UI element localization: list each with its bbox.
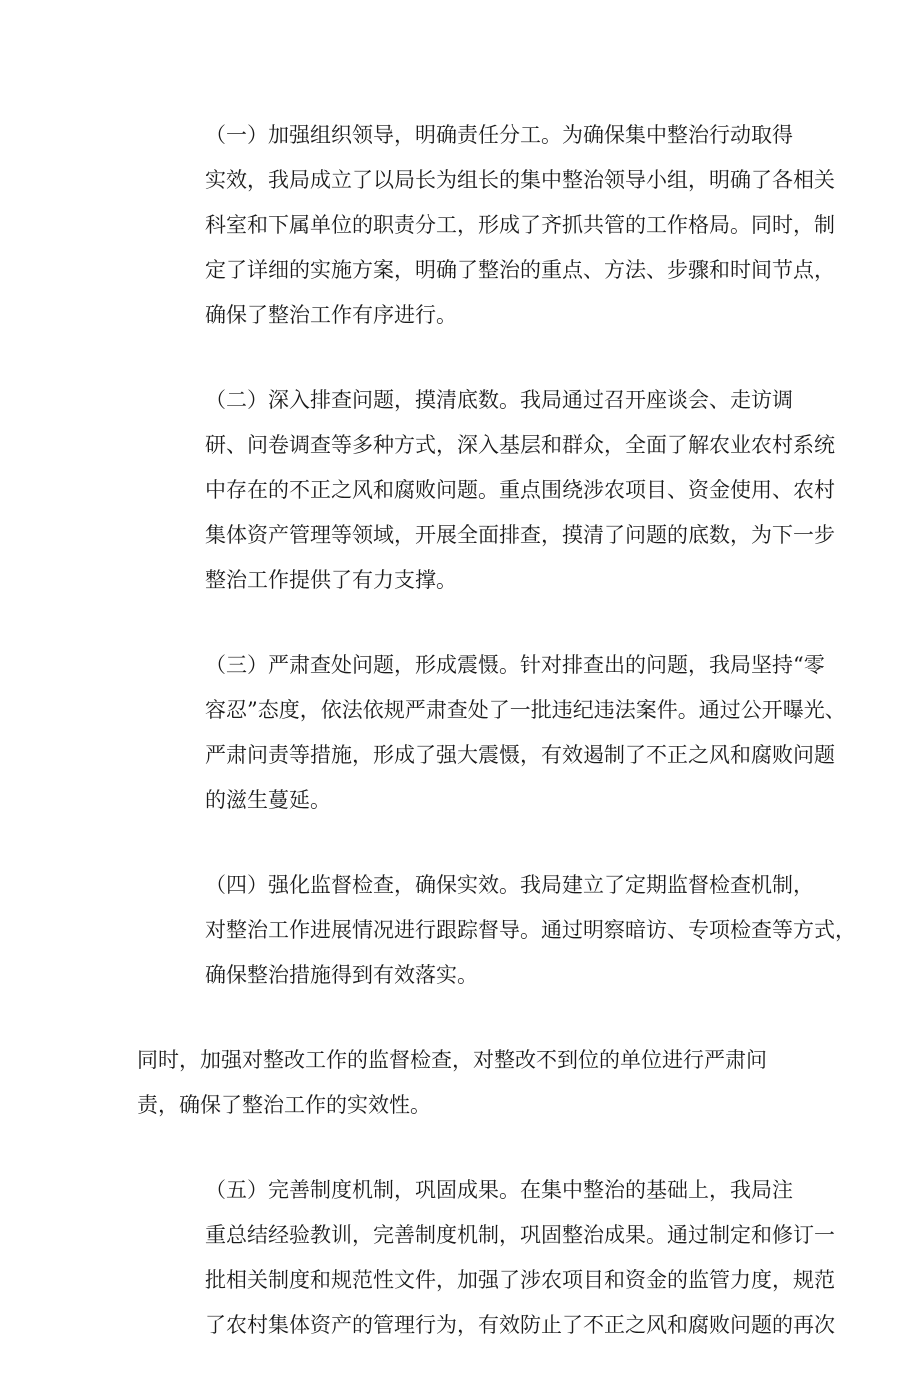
text-line: （三）严肃查处问题，形成震慑。针对排查出的问题，我局坚持“零 xyxy=(205,653,825,677)
text-line: 重总结经验教训，完善制度机制，巩固整治成果。通过制定和修订一 xyxy=(205,1223,835,1247)
text-line: 科室和下属单位的职责分工，形成了齐抓共管的工作格局。同时，制 xyxy=(205,213,835,237)
paragraph-organization-leadership xyxy=(137,113,835,338)
text-line: 确保了整治工作有序进行。 xyxy=(205,303,457,327)
text-line: （五）完善制度机制，巩固成果。在集中整治的基础上，我局注 xyxy=(205,1178,793,1202)
paragraph-supervision-inspection xyxy=(137,863,856,998)
text-line: 批相关制度和规范性文件，加强了涉农项目和资金的监管力度，规范 xyxy=(205,1268,835,1292)
text-line: 责，确保了整治工作的实效性。 xyxy=(137,1093,431,1117)
text-line: （二）深入排查问题，摸清底数。我局通过召开座谈会、走访调 xyxy=(205,388,793,412)
document-body xyxy=(137,113,856,1388)
text-line: 同时，加强对整改工作的监督检查，对整改不到位的单位进行严肃问 xyxy=(137,1048,767,1072)
text-line: 确保整治措施得到有效落实。 xyxy=(205,963,478,987)
text-line: 中存在的不正之风和腐败问题。重点围绕涉农项目、资金使用、农村 xyxy=(205,478,835,502)
text-line: （四）强化监督检查，确保实效。我局建立了定期监督检查机制， xyxy=(205,873,814,897)
text-line: 研、问卷调查等多种方式，深入基层和群众，全面了解农业农村系统 xyxy=(205,433,835,457)
text-line: 严肃问责等措施，形成了强大震慑，有效遏制了不正之风和腐败问题 xyxy=(205,743,835,767)
paragraph-improve-mechanisms xyxy=(137,1168,835,1348)
text-line: 定了详细的实施方案，明确了整治的重点、方法、步骤和时间节点， xyxy=(205,258,835,282)
paragraph-strict-punishment xyxy=(137,643,846,823)
text-line: 对整治工作进展情况进行跟踪督导。通过明察暗访、专项检查等方式， xyxy=(205,918,856,942)
paragraph-rectification-supervision xyxy=(137,1038,801,1128)
text-line: 实效，我局成立了以局长为组长的集中整治领导小组，明确了各相关 xyxy=(205,168,835,192)
paragraph-investigate-problems xyxy=(137,378,835,603)
text-line: （一）加强组织领导，明确责任分工。为确保集中整治行动取得 xyxy=(205,123,793,147)
text-line: 的滋生蔓延。 xyxy=(205,788,331,812)
text-line: 容忍”态度，依法依规严肃查处了一批违纪违法案件。通过公开曝光、 xyxy=(205,698,846,722)
text-line: 集体资产管理等领域，开展全面排查，摸清了问题的底数，为下一步 xyxy=(205,523,835,547)
text-line: 了农村集体资产的管理行为，有效防止了不正之风和腐败问题的再次 xyxy=(205,1313,835,1337)
text-line: 整治工作提供了有力支撑。 xyxy=(205,568,457,592)
